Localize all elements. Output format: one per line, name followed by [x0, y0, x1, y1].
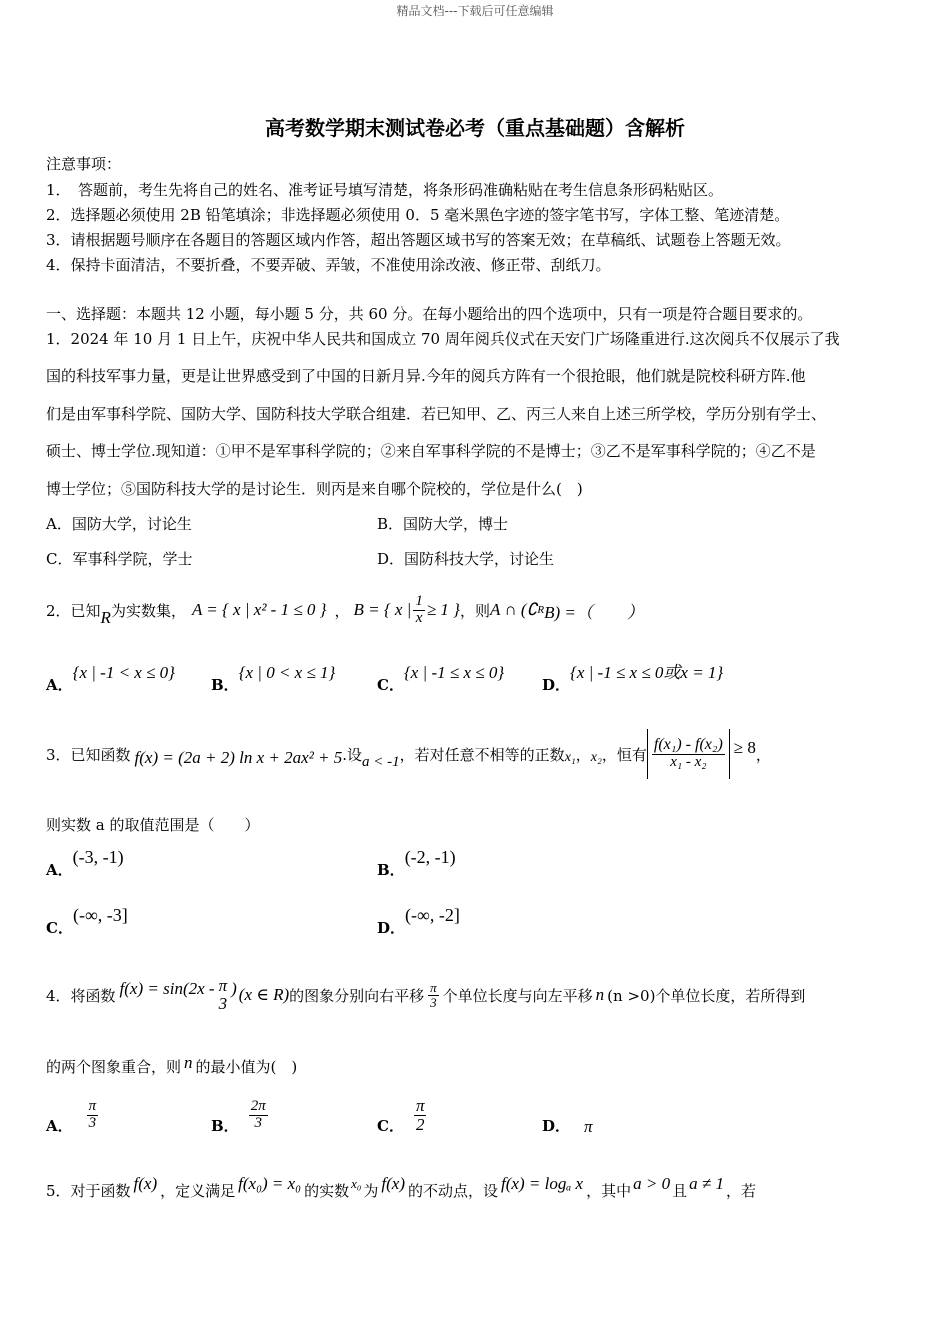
q3-numerator: f(x₁) - f(x₂) — [653, 736, 723, 754]
q1-option-c: C．军事科学院，学士 — [46, 550, 193, 568]
q2-options — [542, 665, 723, 695]
q2-set-b-fraction — [413, 594, 425, 627]
q1-option-a: A．国防大学，讨论生 — [46, 515, 192, 533]
q4-option-b-denominator: 3 — [254, 1114, 262, 1131]
page-title: 高考数学期末测试卷必考（重点基础题）含解析 — [265, 116, 685, 140]
q5-stem — [46, 1172, 756, 1208]
q4-function-denominator: 3 — [218, 994, 228, 1013]
q4-function-right: ) — [231, 979, 237, 998]
q2-set-a: A = { x | x² - 1 ≤ 0 } — [191, 600, 327, 619]
q4-function-fraction — [217, 977, 230, 1013]
q1-line: 国的科技军事力量，更是让世界感受到了中国的日新月异.今年的阅兵方阵有一个很抢眼，他们就是院校科研方阵.他 — [46, 367, 806, 385]
q3-option-c: (-∞, -3] — [72, 905, 128, 925]
notice-item: 2．选择题必须使用 2B 铅笔填涂；非选择题必须使用 0．5 毫米黑色字迹的签字笔书写，字体工整、笔迹清楚。 — [46, 206, 790, 224]
q4-options — [46, 1092, 98, 1138]
q3-line2: 则实数 a 的取值范围是（ ） — [46, 816, 260, 834]
q2-option-b: {x | 0 < x ≤ 1} — [238, 663, 336, 682]
q4-option-c-denominator: 2 — [415, 1114, 425, 1134]
q3-options — [46, 906, 128, 938]
q2-text: 为实数集， — [110, 601, 186, 620]
q4-option-d: π — [584, 1117, 593, 1136]
q4-options — [377, 1092, 426, 1138]
q4-domain: (x ∈ R) — [238, 985, 290, 1004]
q2-comma: ， — [334, 601, 350, 620]
q4-shift-numerator: π — [430, 979, 437, 995]
q2-options — [211, 665, 335, 695]
q3-option-b-label: B． — [377, 861, 405, 879]
q2-set-b-left: B = { x | — [353, 600, 412, 619]
q3-text: ，恒有 — [601, 745, 647, 764]
q4-line2-text: 的两个图象重合，则 — [46, 1058, 182, 1076]
q5-prefix: 5．对于函数 — [46, 1181, 131, 1200]
q3-option-d-label: D． — [377, 919, 406, 937]
q5-function: f(x) — [133, 1174, 158, 1193]
q3-option-a-label: A． — [46, 861, 73, 879]
q5-log-function: f(x) = logₐ x — [501, 1174, 584, 1193]
q5-text: ，其中 — [586, 1181, 632, 1200]
q3-option-c-label: C． — [46, 919, 73, 937]
q2-set-b-numerator: 1 — [415, 592, 423, 609]
q4-prefix: 4．将函数 — [46, 986, 116, 1005]
q2-set-b-right: ≥ 1 } — [426, 600, 460, 619]
q4-text: 个单位长度与向左平移 — [442, 986, 593, 1005]
watermark: 精品文档---下载后可任意编辑 — [396, 4, 554, 18]
q2-option-a-label: A． — [46, 676, 73, 694]
q4-option-b-label: B． — [211, 1116, 239, 1135]
q2-prefix: 2．已知 — [46, 601, 101, 620]
q2-expression-sub: R — [537, 604, 545, 616]
q3-options — [46, 848, 124, 880]
q1-line: 硕士、博士学位.现知道：①甲不是军事科学院的；②来自军事科学院的不是博士；③乙不是军事科学院的；④乙不是 — [46, 442, 816, 460]
q2-expression: A ∩ (∁ — [490, 600, 538, 619]
q5-cond-a: a > 0 — [633, 1174, 671, 1193]
q5-cond-b: a ≠ 1 — [689, 1174, 724, 1193]
q3-condition: a < -1 — [362, 753, 400, 770]
q3-denominator: x₁ - x₂ — [670, 754, 707, 771]
q5-function: f(x) — [381, 1174, 406, 1193]
section-heading: 一、选择题：本题共 12 小题，每小题 5 分，共 60 分。在每小题给出的四个选项中，只有一项是符合题目要求的。 — [46, 305, 813, 323]
q3-option-b: (-2, -1) — [404, 847, 456, 867]
notice-heading: 注意事项： — [46, 155, 122, 173]
q1-option-b: B．国防大学，博士 — [377, 515, 509, 533]
q2-expression-end: B) =（ ） — [544, 602, 644, 622]
q4-option-a-label: A． — [46, 1116, 73, 1135]
q4-line2-n: n — [184, 1052, 193, 1072]
q5-text: ，定义满足 — [160, 1181, 236, 1200]
q4-option-a — [87, 1099, 99, 1132]
notice-item: 1． 答题前，考生先将自己的姓名、准考证号填写清楚，将条形码准确粘贴在考生信息条形码粘贴区。 — [46, 181, 724, 199]
q4-option-c — [414, 1097, 427, 1134]
q4-shift-fraction — [428, 981, 439, 1009]
q2-option-a: {x | -1 < x ≤ 0} — [72, 663, 175, 682]
q4-option-d-label: D． — [542, 1116, 571, 1135]
q3-option-d: (-∞, -2] — [405, 905, 460, 925]
q5-text: 且 — [672, 1181, 688, 1200]
q4-options — [542, 1092, 593, 1138]
q4-text: (n >0)个单位长度，若所得到 — [607, 986, 806, 1005]
q4-n: n — [595, 985, 605, 1004]
q4-option-c-numerator: π — [415, 1095, 425, 1115]
q4-option-b-numerator: 2π — [250, 1097, 266, 1114]
q3-x2: x₂ — [590, 750, 602, 765]
q1-line: 博士学位；⑤国防科技大学的是讨论生．则丙是来自哪个院校的，学位是什么( ) — [46, 480, 583, 498]
q2-text: ，则 — [459, 601, 490, 620]
q4-stem — [46, 970, 805, 1020]
q2-option-c-label: C． — [377, 676, 404, 694]
q4-text: 的图象分别向右平移 — [289, 986, 425, 1005]
q4-option-a-numerator: π — [88, 1097, 97, 1114]
q3-x1: x₁ — [564, 750, 576, 765]
q4-option-b — [249, 1099, 268, 1132]
q2-option-d: {x | -1 ≤ x ≤ 0或x = 1} — [570, 663, 724, 682]
q4-line2 — [46, 1052, 298, 1077]
q2-option-d-label: D． — [542, 676, 571, 694]
q5-end: ，若 — [725, 1181, 756, 1200]
q2-stem — [46, 590, 644, 630]
q3-option-a: (-3, -1) — [72, 847, 124, 867]
notice-item: 3．请根据题号顺序在各题目的答题区域内作答，超出答题区域书写的答案无效；在草稿纸、试题卷上答题无效。 — [46, 231, 791, 249]
q2-option-c: {x | -1 ≤ x ≤ 0} — [403, 663, 505, 682]
q3-options — [377, 906, 460, 938]
q4-function-numerator: π — [218, 976, 228, 996]
q5-x0: x₀ — [351, 1176, 362, 1191]
q5-text: 为 — [363, 1181, 379, 1200]
q4-function-left: f(x) = sin(2x - — [119, 979, 215, 998]
q4-option-c-label: C． — [377, 1116, 404, 1135]
q3-end: ， — [755, 745, 771, 764]
q3-text: ，若对任意不相等的正数 — [399, 745, 565, 764]
q2-options — [377, 665, 504, 695]
q3-absolute-value — [647, 729, 730, 779]
q1-line: 1．2024 年 10 月 1 日上午，庆祝中华人民共和国成立 70 周年阅兵仪式在天安门广场隆重进行.这次阅兵不仅展示了我 — [46, 330, 840, 348]
q4-option-a-denominator: 3 — [88, 1114, 97, 1131]
q3-fraction — [652, 737, 725, 771]
q4-shift-denominator: 3 — [430, 994, 437, 1010]
q4-options — [211, 1092, 268, 1138]
q3-function: f(x) = (2a + 2) ln x + 2ax² + 5 — [134, 748, 343, 767]
q2-real-set: R — [100, 608, 111, 627]
q5-text: 的实数 — [304, 1181, 350, 1200]
q1-option-d: D．国防科技大学，讨论生 — [377, 550, 555, 568]
q5-fixed-point-eq: f(x₀) = x₀ — [238, 1174, 302, 1193]
q3-prefix: 3．已知函数 — [46, 745, 131, 764]
q2-option-b-label: B． — [211, 676, 239, 694]
q4-line2-text: 的最小值为( ) — [195, 1058, 298, 1076]
q1-line: 们是由军事科学院、国防大学、国防科技大学联合组建．若已知甲、乙、丙三人来自上述三所学校，学历分别有学士、 — [46, 405, 827, 423]
q3-stem — [46, 728, 771, 780]
q2-set-b-denominator: x — [415, 609, 423, 626]
q3-sep: ， — [575, 745, 591, 764]
q3-inequality: ≥ 8 — [733, 738, 756, 757]
q3-options — [377, 848, 456, 880]
q3-text: .设 — [342, 745, 363, 764]
q2-options — [46, 665, 175, 695]
q5-text: 的不动点，设 — [408, 1181, 499, 1200]
notice-item: 4．保持卡面清洁，不要折叠，不要弄破、弄皱，不准使用涂改液、修正带、刮纸刀。 — [46, 256, 611, 274]
